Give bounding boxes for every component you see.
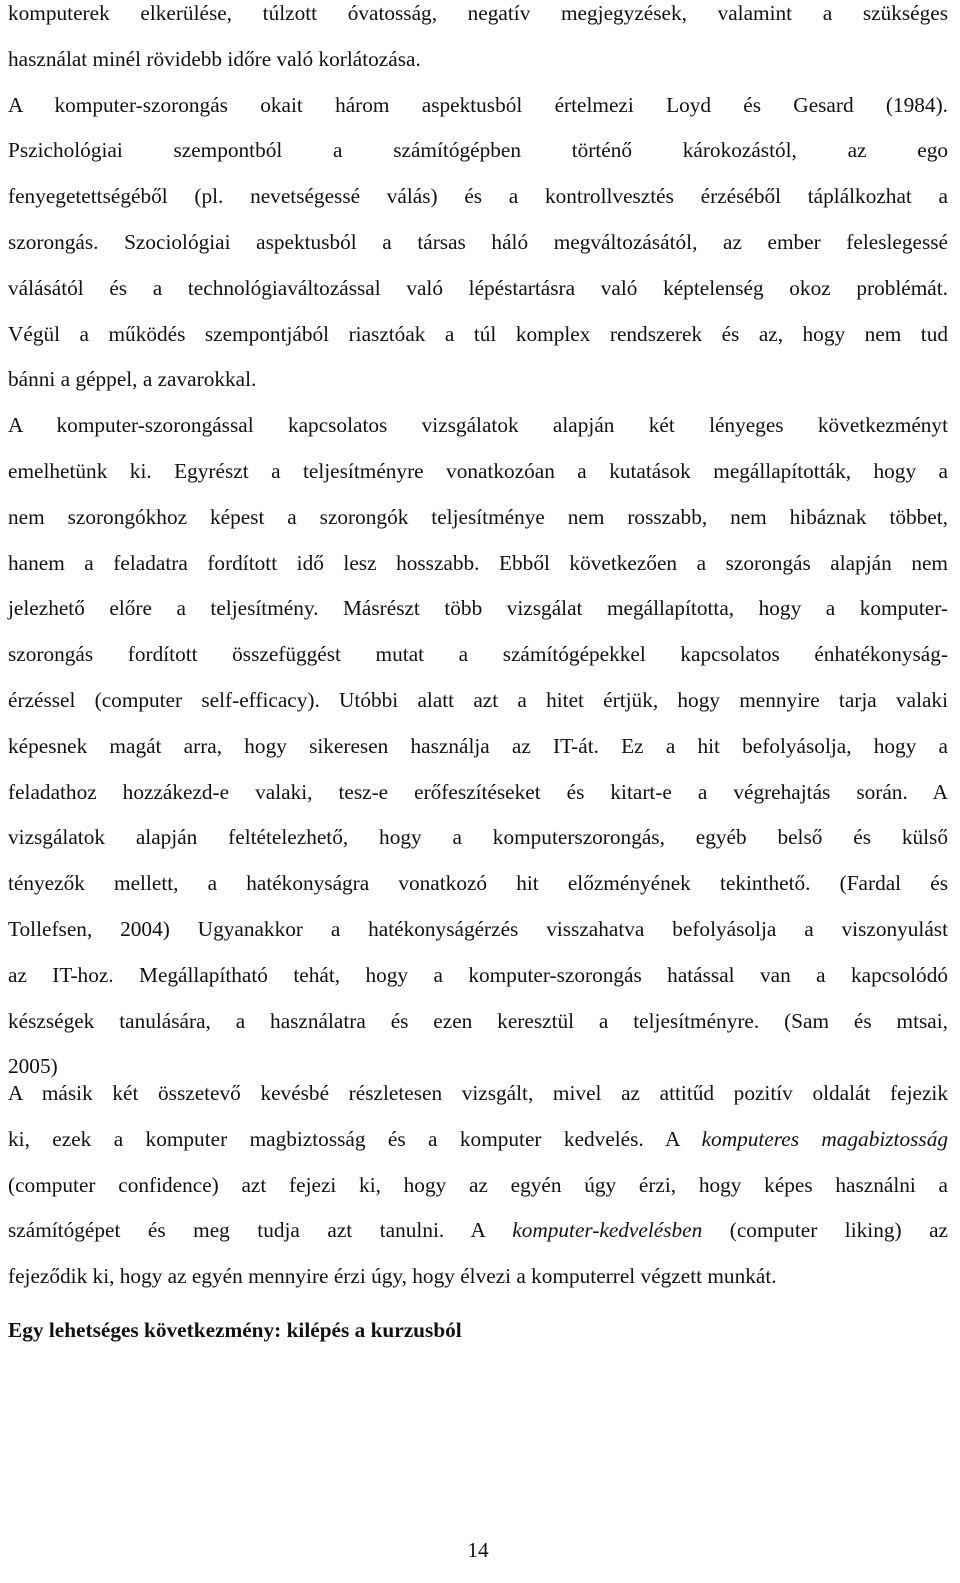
text-line: Tollefsen, 2004) Ugyanakkor a hatékonyságérzés visszahatva befolyásolja a viszonyulást (8, 916, 948, 941)
text-line: válásától és a technológiaváltozással való lépéstartásra való képtelenség okoz problémát. (8, 275, 948, 300)
text-line: A komputer-szorongás okait három aspektusból értelmezi Loyd és Gesard (1984). (8, 92, 948, 117)
text-line: bánni a géppel, a zavarokkal. (8, 367, 257, 392)
body-paragraph-1 (8, 0, 948, 1090)
text-line (8, 1117, 948, 1163)
text-run: számítógépet és meg tudja azt tanulni. A (8, 1218, 513, 1243)
text-line: képesnek magát arra, hogy sikeresen használja az IT-át. Ez a hit befolyásolja, hogy a (8, 733, 948, 758)
text-line: tényezők mellett, a hatékonyságra vonatkozó hit előzményének tekinthető. (Fardal és (8, 871, 948, 896)
text-line: nem szorongókhoz képest a szorongók teljesítménye nem rosszabb, nem hibáznak többet, (8, 504, 948, 529)
text-line: (computer confidence) azt fejezi ki, hogy az egyén úgy érzi, hogy képes használni a (8, 1172, 948, 1197)
text-line: készségek tanulására, a használatra és ezen keresztül a teljesítményre. (Sam és mtsai, (8, 1008, 948, 1033)
text-line: feladathoz hozzákezd-e valaki, tesz-e erőfeszítéseket és kitart-e a végrehajtás során. A (8, 779, 948, 804)
text-line: 2005) (8, 1054, 58, 1079)
text-line: vizsgálatok alapján feltételezhető, hogy a komputerszorongás, egyéb belső és külső (8, 825, 948, 850)
text-line: szorongás. Szociológiai aspektusból a társas háló megváltozásától, az ember feleslegessé (8, 229, 948, 254)
text-line: hanem a feladatra fordított idő lesz hosszabb. Ebből következően a szorongás alapján nem (8, 550, 948, 575)
text-line: emelhetünk ki. Egyrészt a teljesítményre vonatkozóan a kutatások megállapították, hogy a (8, 458, 948, 483)
text-line: Pszichológiai szempontból a számítógépben történő károkozástól, az ego (8, 138, 948, 163)
text-line: komputerek elkerülése, túlzott óvatosság, negatív megjegyzések, valamint a szükséges (8, 1, 948, 25)
text-run: ki, ezek a komputer magbiztosság és a komputer kedvelés. A (8, 1126, 702, 1151)
text-line: érzéssel (computer self-efficacy). Utóbbi alatt azt a hitet értjük, hogy mennyire tarja valaki (8, 687, 948, 712)
italic-term: komputeres magabiztosság (701, 1126, 948, 1151)
text-line: az IT-hoz. Megállapítható tehát, hogy a komputer-szorongás hatással van a kapcsolódó (8, 962, 948, 987)
page-number: 14 (467, 1538, 489, 1562)
body-paragraph-2 (8, 1071, 948, 1300)
text-line: jelezhető előre a teljesítmény. Másrészt több vizsgálat megállapította, hogy a komputer- (8, 596, 948, 621)
text-line: használat minél rövidebb időre való korlátozása. (8, 46, 421, 71)
text-line: Végül a működés szempontjából riasztóak a túl komplex rendszerek és az, hogy nem tud (8, 321, 948, 346)
text-line: A másik két összetevő kevésbé részletesen vizsgált, mivel az attitűd pozitív oldalát fejezik (8, 1081, 948, 1105)
text-line: fejeződik ki, hogy az egyén mennyire érzi úgy, hogy élvezi a komputerrel végzett munkát. (8, 1264, 777, 1289)
text-run: (computer liking) az (702, 1218, 949, 1243)
italic-term: komputer-kedvelésben (512, 1218, 703, 1243)
text-line: fenyegetettségéből (pl. nevetségessé válás) és a kontrollvesztés érzéséből táplálkozhat a (8, 184, 948, 209)
text-line: A komputer-szorongással kapcsolatos vizsgálatok alapján két lényeges következményt (8, 413, 948, 438)
section-heading: Egy lehetséges következmény: kilépés a kurzusból (8, 1318, 462, 1342)
text-line (8, 1208, 948, 1254)
text-line: szorongás fordított összefüggést mutat a számítógépekkel kapcsolatos énhatékonyság- (8, 642, 948, 667)
